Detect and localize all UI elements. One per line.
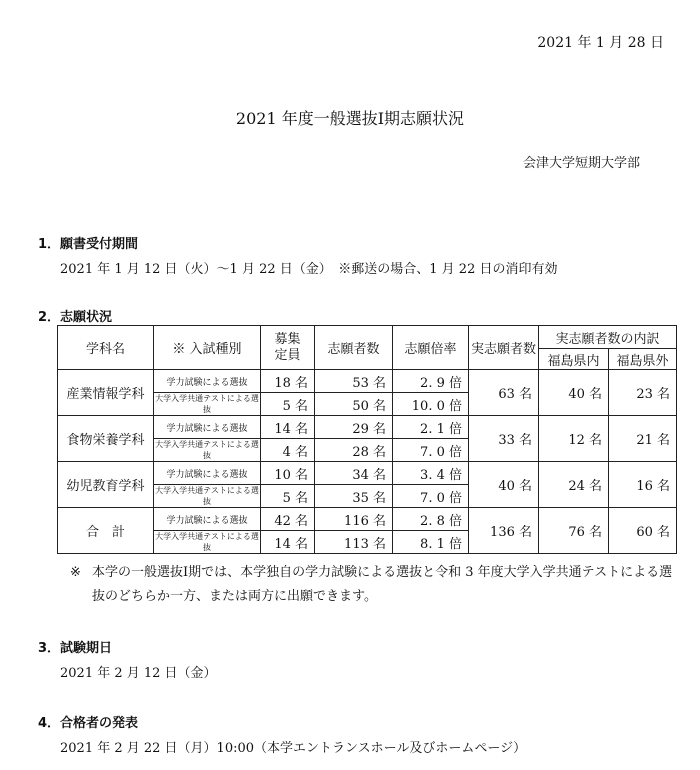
table-row (58, 462, 677, 485)
dept-name: 食物栄養学科 (58, 416, 154, 462)
exam-type: 大学入学共通テストによる選抜 (155, 486, 259, 506)
section2-title: 志願状況 (60, 310, 113, 325)
page-title: 2021 年度一般選抜Ⅰ期志願状況 (235, 109, 465, 128)
header-type: ※ 入試種別 (154, 326, 261, 370)
applicants: 34 名 (315, 462, 393, 485)
section4-title: 合格者の発表 (60, 716, 139, 731)
section4-text: 2021 年 2 月 22 日（月）10:00（本学エントランスホール及びホームページ） (60, 741, 527, 756)
note-mark: ※ (70, 565, 81, 580)
applicants: 29 名 (315, 416, 393, 439)
ratio: 10. 0 倍 (393, 393, 469, 416)
actual-applicants: 63 名 (469, 370, 539, 416)
ratio: 7. 0 倍 (393, 439, 469, 462)
section4-heading (38, 712, 138, 731)
capacity: 4 名 (261, 439, 315, 462)
section4-number: 4． (38, 716, 61, 731)
header-capacity-line2: 定員 (274, 347, 301, 363)
header-applicants: 志願者数 (315, 326, 393, 370)
organization-name: 会津大学短期大学部 (522, 156, 640, 171)
applicants: 35 名 (315, 485, 393, 508)
note-text: 本学の一般選抜Ⅰ期では、本学独自の学力試験による選抜と令和 3 年度大学入学共通テストによる選抜のどちらか一方、または両方に出願できます。 (92, 565, 673, 604)
header-breakdown: 実志願者数の内訳 (539, 326, 677, 349)
exam-type: 学力試験による選抜 (154, 416, 261, 439)
in-pref: 24 名 (539, 462, 609, 508)
capacity: 14 名 (261, 531, 315, 554)
ratio: 7. 0 倍 (393, 485, 469, 508)
dept-name: 幼児教育学科 (58, 462, 154, 508)
in-pref: 12 名 (539, 416, 609, 462)
capacity: 5 名 (261, 485, 315, 508)
section1-heading (38, 233, 138, 252)
exam-type: 大学入学共通テストによる選抜 (155, 532, 259, 552)
out-pref: 16 名 (609, 462, 677, 508)
capacity: 10 名 (261, 462, 315, 485)
applicants: 28 名 (315, 439, 393, 462)
capacity: 14 名 (261, 416, 315, 439)
header-capacity-line1: 募集 (274, 331, 301, 347)
ratio: 3. 4 倍 (393, 462, 469, 485)
ratio: 2. 1 倍 (393, 416, 469, 439)
section3-title: 試験期日 (60, 641, 113, 656)
out-pref: 23 名 (609, 370, 677, 416)
section1-title: 願書受付期間 (60, 237, 139, 252)
out-pref: 21 名 (609, 416, 677, 462)
applicants: 113 名 (315, 531, 393, 554)
capacity: 5 名 (261, 393, 315, 416)
table-row (58, 416, 677, 439)
applicants: 53 名 (315, 370, 393, 393)
actual-applicants: 40 名 (469, 462, 539, 508)
ratio: 8. 1 倍 (393, 531, 469, 554)
section3-heading (38, 637, 112, 656)
total-label: 合 計 (58, 508, 154, 554)
header-out-pref: 福島県外 (609, 349, 677, 370)
dept-name: 産業情報学科 (58, 370, 154, 416)
capacity: 18 名 (261, 370, 315, 393)
in-pref: 40 名 (539, 370, 609, 416)
actual-applicants: 33 名 (469, 416, 539, 462)
document-date: 2021 年 1 月 28 日 (537, 35, 664, 51)
section3-text: 2021 年 2 月 12 日（金） (60, 666, 217, 681)
exam-type: 学力試験による選抜 (154, 508, 261, 531)
out-pref: 60 名 (609, 508, 677, 554)
section2-heading (38, 306, 112, 325)
section1-number: 1． (38, 237, 61, 252)
exam-type: 学力試験による選抜 (154, 462, 261, 485)
applicants: 116 名 (315, 508, 393, 531)
header-ratio: 志願倍率 (393, 326, 469, 370)
in-pref: 76 名 (539, 508, 609, 554)
table-row (58, 370, 677, 393)
capacity: 42 名 (261, 508, 315, 531)
header-capacity (261, 326, 315, 370)
section2-number: 2． (38, 310, 61, 325)
actual-applicants: 136 名 (469, 508, 539, 554)
application-status-table (57, 325, 677, 554)
header-dept: 学科名 (58, 326, 154, 370)
ratio: 2. 8 倍 (393, 508, 469, 531)
header-in-pref: 福島県内 (539, 349, 609, 370)
exam-type: 学力試験による選抜 (154, 370, 261, 393)
ratio: 2. 9 倍 (393, 370, 469, 393)
table-note (70, 561, 680, 609)
section3-number: 3． (38, 641, 61, 656)
exam-type: 大学入学共通テストによる選抜 (155, 394, 259, 414)
section1-text: 2021 年 1 月 12 日（火）～1 月 22 日（金） ※郵送の場合、1 月 22 日の消印有効 (60, 262, 558, 277)
exam-type: 大学入学共通テストによる選抜 (155, 440, 259, 460)
table-row-total (58, 508, 677, 531)
applicants: 50 名 (315, 393, 393, 416)
header-actual: 実志願者数 (469, 326, 539, 370)
